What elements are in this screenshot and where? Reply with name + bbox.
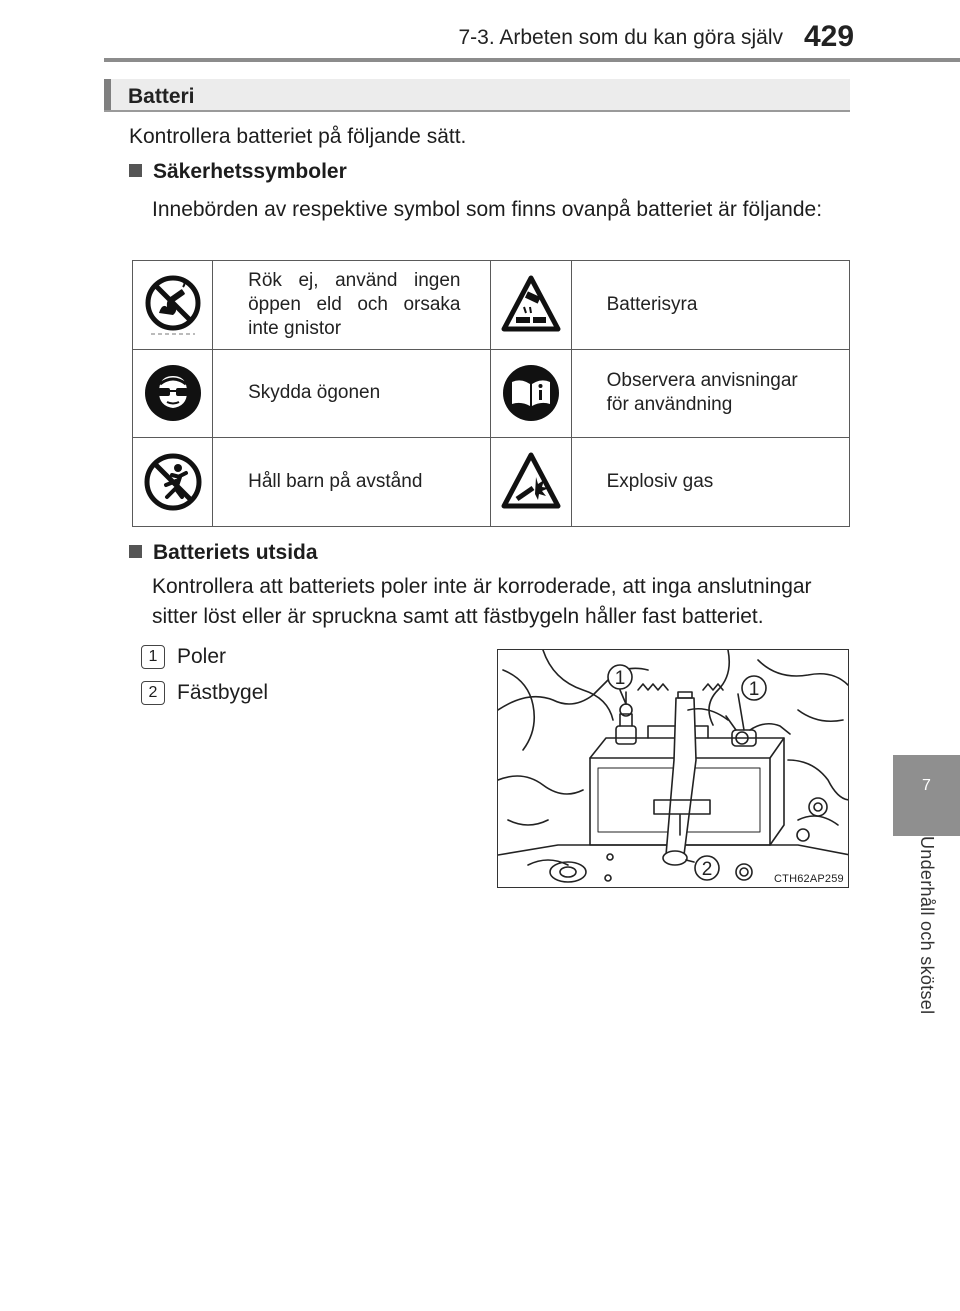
safety-symbols-table <box>132 260 850 527</box>
chapter-label <box>893 836 960 1046</box>
battery-illustration <box>497 649 849 888</box>
symbol-icon-cell <box>491 261 571 350</box>
symbol-label-cell <box>213 349 491 438</box>
section-heading-box <box>104 79 850 112</box>
symbol-label: Observera anvisningar för användning <box>606 370 798 416</box>
callout-bracket: 2 <box>701 859 713 880</box>
callout-poler-right: 1 <box>748 679 760 700</box>
symbol-label: Explosiv gas <box>606 470 714 492</box>
eye-protection-icon <box>142 362 204 424</box>
legend-item <box>141 681 268 705</box>
symbol-label: Rök ej, använd ingen öppen eld och orsaka inte gnistor <box>248 269 461 339</box>
symbol-label-cell <box>213 438 491 527</box>
symbol-label: Håll barn på avstånd <box>248 470 423 492</box>
battery-exterior-description: Kontrollera att batteriets poler inte är korroderade, att inga anslutningar sitter löst eller är spruckna samt att fästbygeln håller fast batteriet. <box>152 575 812 628</box>
symbol-label: Skydda ögonen <box>248 382 381 404</box>
legend-label: Poler <box>177 645 227 668</box>
keep-children-away-icon <box>142 451 204 513</box>
battery-exterior-heading: Batteriets utsida <box>153 541 318 564</box>
subheading-battery-exterior <box>129 541 318 565</box>
callout-poler-left: 1 <box>614 668 626 689</box>
bullet-square-icon <box>129 545 142 558</box>
header-rule <box>104 58 960 62</box>
table-row <box>133 261 850 350</box>
callout-number: 2 <box>141 681 165 705</box>
symbol-label-cell <box>571 438 849 527</box>
legend-item <box>141 645 226 669</box>
section-title: Batteri <box>128 85 195 108</box>
symbol-label-cell <box>213 261 491 350</box>
section-intro: Kontrollera batteriet på följande sätt. <box>129 125 467 148</box>
symbol-icon-cell <box>133 261 213 350</box>
bullet-square-icon <box>129 164 142 177</box>
symbol-icon-cell <box>133 349 213 438</box>
table-row <box>133 349 850 438</box>
safety-symbols-description: Innebörden av respektive symbol som finns ovanpå batteriet är följande: <box>152 198 823 221</box>
callout-number: 1 <box>141 645 165 669</box>
safety-symbols-heading: Säkerhetssymboler <box>153 160 347 183</box>
symbol-label-cell <box>571 261 849 350</box>
subheading-safety-symbols <box>129 160 347 184</box>
page-number: 429 <box>804 20 855 53</box>
legend-label: Fästbygel <box>177 681 269 704</box>
battery-acid-icon <box>500 274 562 336</box>
no-smoking-no-flame-icon <box>143 273 203 337</box>
symbol-label: Batterisyra <box>606 293 698 315</box>
chapter-number: 7 <box>922 777 931 794</box>
battery-line-drawing <box>498 650 849 888</box>
read-instructions-icon <box>500 362 562 424</box>
symbol-icon-cell <box>133 438 213 527</box>
table-row <box>133 438 850 527</box>
symbol-icon-cell <box>491 438 571 527</box>
symbol-icon-cell <box>491 349 571 438</box>
chapter-title: Underhåll och skötsel <box>917 836 937 1015</box>
figure-code: CTH62AP259 <box>774 873 844 885</box>
explosive-gas-icon <box>500 451 562 513</box>
running-header: 7-3. Arbeten som du kan göra själv <box>458 26 783 49</box>
section-heading-bar <box>104 79 111 110</box>
chapter-tab <box>893 755 960 836</box>
symbol-label-cell <box>571 349 849 438</box>
